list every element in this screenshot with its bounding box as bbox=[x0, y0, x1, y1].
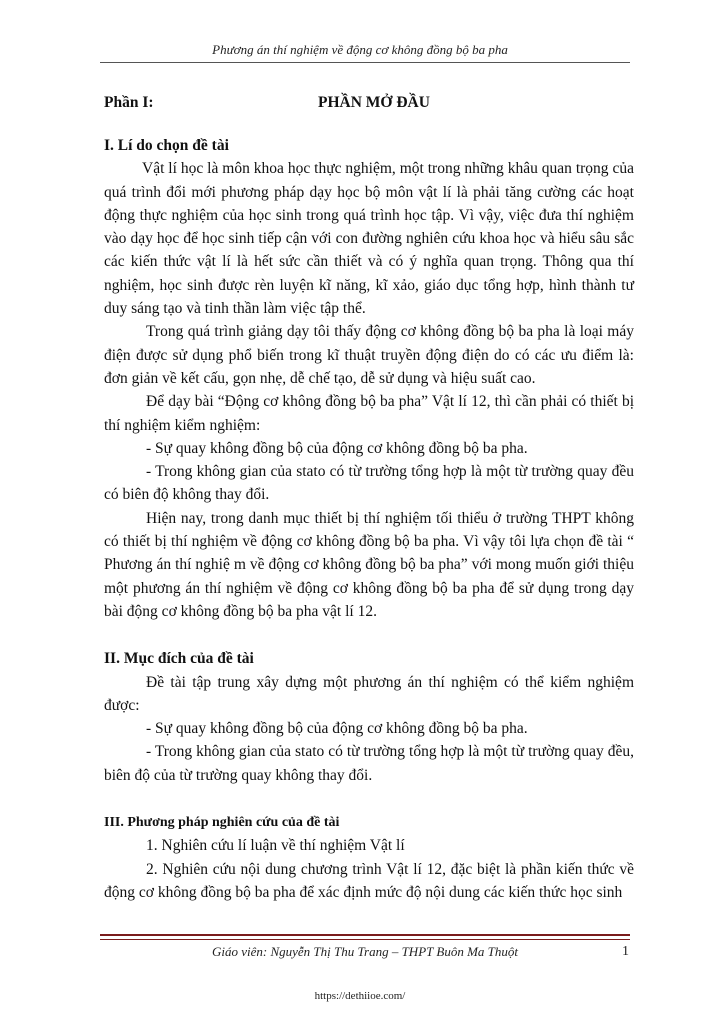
bullet-item: - Trong không gian của stato có từ trường tổng hợp là một từ trường quay đều, biên độ của từ trường quay không thay đổi. bbox=[104, 743, 634, 784]
part-label: Phần I: bbox=[104, 94, 154, 111]
document-body bbox=[104, 134, 634, 904]
paragraph: Đề tài tập trung xây dựng một phương án thí nghiệm có thể kiểm nghiệm được: bbox=[104, 673, 634, 714]
paragraph: Hiện nay, trong danh mục thiết bị thí nghiệm tối thiểu ở trường THPT không có thiết bị thí nghiệm về động cơ không đồng bộ ba pha. Vì vậy tôi lựa chọn đề tài “ Phương án thí nghiệ m về động cơ không đồng bộ ba pha” với mong muốn giới thiệu một phương án thí nghiệm về động cơ không đồng bộ ba pha để sử dụng trong dạy bài động cơ không đồng bộ ba pha vật lí 12. bbox=[104, 509, 634, 620]
bullet-item: - Sự quay không đồng bộ của động cơ không đồng bộ ba pha. bbox=[146, 720, 528, 738]
bullet-item: - Sự quay không đồng bộ của động cơ không đồng bộ ba pha. bbox=[146, 439, 528, 457]
paragraph: Trong quá trình giảng dạy tôi thấy động cơ không đồng bộ ba pha là loại máy điện được sử dụng phổ biến trong kĩ thuật truyền động điện do có các ưu điểm là: đơn giản về kết cấu, gọn nhẹ, dễ chế tạo, dễ sử dụng và hiệu suất cao. bbox=[104, 323, 634, 387]
running-footer: Giáo viên: Nguyễn Thị Thu Trang – THPT Buôn Ma Thuột bbox=[211, 944, 518, 959]
paragraph: Để dạy bài “Động cơ không đồng bộ ba pha” Vật lí 12, thì cần phải có thiết bị thí nghiệm kiểm nghiệm: bbox=[104, 393, 634, 434]
source-url[interactable]: https://dethiioe.com/ bbox=[314, 990, 406, 1002]
spacer bbox=[104, 787, 634, 811]
paragraph: Vật lí học là môn khoa học thực nghiệm, một trong những khâu quan trọng của quá trình đổi mới phương pháp dạy học bộ môn vật lí là phải tăng cường các hoạt động thực nghiệm của học sinh trong quá trình học tập. Vì vậy, việc đưa thí nghiệm vào dạy học để học sinh tiếp cận với con đường nghiên cứu khoa học và hiểu sâu sắc các kiến thức vật lí là hết sức cần thiết và có ý nghĩa quan trọng. Thông qua thí nghiệm, học sinh được rèn luyện kĩ năng, kĩ xảo, giáo dục tổng hợp, hình thành tư duy sáng tạo và tinh thần làm việc tập thể. bbox=[104, 160, 634, 318]
running-header: Phương án thí nghiệm về động cơ không đồng bộ ba pha bbox=[212, 42, 508, 57]
section-heading: I. Lí do chọn đề tài bbox=[104, 137, 229, 154]
footer-rule bbox=[100, 934, 630, 936]
footer-rule bbox=[100, 939, 630, 940]
section-heading: III. Phương pháp nghiên cứu của đề tài bbox=[104, 815, 340, 831]
section-heading: II. Mục đích của đề tài bbox=[104, 650, 254, 668]
paragraph: 1. Nghiên cứu lí luận về thí nghiệm Vật lí bbox=[146, 837, 405, 855]
page-number: 1 bbox=[622, 944, 629, 959]
header-rule bbox=[100, 62, 630, 63]
bullet-item: - Trong không gian của stato có từ trường tổng hợp là một từ trường quay đều có biên độ không thay đổi. bbox=[104, 463, 634, 504]
spacer bbox=[104, 623, 634, 647]
paragraph: 2. Nghiên cứu nội dung chương trình Vật lí 12, đặc biệt là phần kiến thức về động cơ không đồng bộ ba pha để xác định mức độ nội dung các kiến thức học sinh bbox=[104, 860, 634, 901]
part-title: PHẦN MỞ ĐẦU bbox=[318, 94, 430, 111]
